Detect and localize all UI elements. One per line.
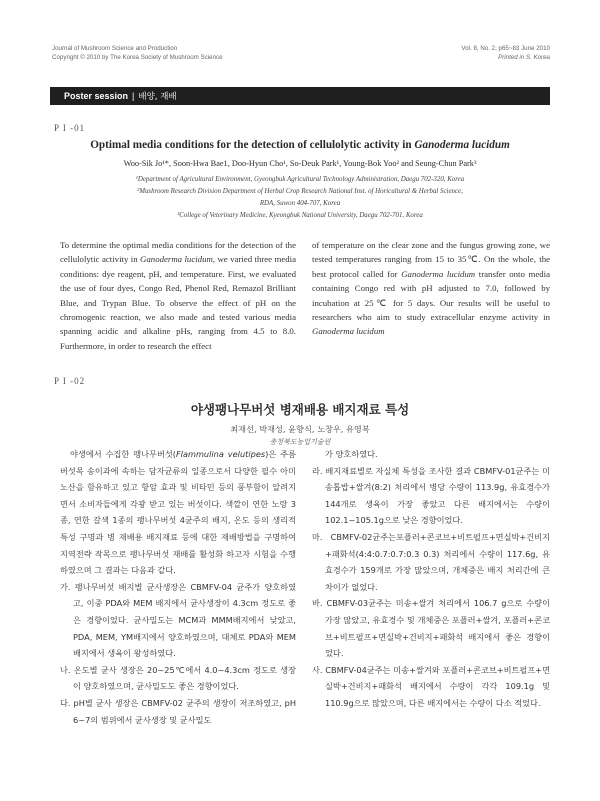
result-item: 마. CBMFV-02균주는포플러+콘코브+비트펄프+면실박+건비지+패화석(4:4:0.7:0.7:0.3 0.3) 처리에서 수량이 117.6g, 유효경수가 159개로 가장 많았으며, 개체중은 배지 처리간에 큰 차이가 없었다. (312, 531, 550, 592)
species-name: Ganoderma lucidum (312, 326, 385, 337)
title-text: Optimal media conditions for the detection of cellulolytic activity in (90, 139, 415, 151)
affiliation-3: ³College of Veterinary Medicine, Kyeongbuk National University, Daegu 702-701, Korea (177, 212, 423, 219)
banner-topic: 배양, 재배 (138, 92, 177, 102)
journal-header (52, 44, 223, 62)
section-banner (50, 87, 550, 105)
result-item: 가. 팽나무버섯 배지별 균사생장은 CBMFV-04 균주가 양호하였고, 이중 PDA와 MEM 배지에서 균사생장이 4.3cm 정도로 좋은 경향이었다. 균사밀도는 MCM과 MMM배지에서 낮았고, PDA, MEM, YM배지에서 양호하였으며, 대체로 PDA와 MEM배지에서 생육이 왕성하였다. (60, 581, 296, 659)
banner-label: Poster session (64, 91, 129, 101)
abstract-title-2: 야생팽나무버섯 병재배용 배지재료 특성 (190, 402, 410, 417)
abstract-2-col-left (60, 446, 296, 728)
authors-1: Woo-Sik Jo¹*, Soon-Hwa Bae1, Doo-Hyun Cho¹, So-Deuk Park¹, Young-Bok Yoo² and Seung-Chun Park³ (123, 159, 477, 168)
abstract-number-2: P I -02 (54, 376, 86, 386)
abstract-1-col-right (312, 238, 550, 339)
affiliation-2: ²Mushroom Research Division Department of Herbal Crop Research National Inst. of Horicultural & Herbal Science, (137, 188, 463, 195)
result-item: 바. CBMFV-03균주는 미송+쌀겨 처리에서 106.7 g으로 수량이 가장 많았고, 유효경수 및 개체중은 포플러+쌀겨, 포플러+콘코브+비트펄프+면실박+건비지+패화석 배지에서 좋은 경향이었다. (312, 598, 550, 659)
result-item: 라. 배지재료별로 자실체 특성을 조사한 결과 CBMFV-01균주는 미송톱밥+쌀겨(8:2) 처리에서 병당 수량이 113.9g, 유효경수가 144개로 생육이 가장 좋았고 다른 배지에서는 수량이 102.1~105.1g으로 낮은 경향이었다. (312, 465, 550, 526)
copyright: Copyright © 2010 by The Korea Society of Mushroom Science (52, 54, 223, 61)
body-text: transfer onto media containing Congo red with pH adjusted to 7.0, followed by incubation at 25℃ for 5 days. Our results will be useful to researchers who aim to study extracellular enzyme activity in (312, 268, 550, 323)
intro-paragraph: 야생에서 수집한 팽나무버섯(Flammulina velutipes)은 주름버섯목 송이과에 속하는 담자균류의 일종으로서 다양한 필수 아미노산을 함유하고 있고 항암 효과 및 비타민 등의 풍부함이 알려지면서 소비자들에게 각광 받고 있는 버섯이다. 색깔이 연한 노랑 3종, 연한 갈색 1종의 팽나무버섯 4균주의 배지, 온도 등의 생리적 특성 구명과 병 재배용 배지재료 등에 대한 재배방법을 구명하여 지역전략 작목으로 팽나무버섯 재배를 활성화 하고자 시험을 수행하였으며 그 결과는 다음과 같다. (60, 449, 296, 576)
issue-info (461, 44, 550, 62)
species-name: Ganoderma lucidum (140, 254, 213, 265)
result-item: 다. pH별 균사 생장은 CBMFV-02 균주의 생장이 저조하였고, pH 6~7의 범위에서 균사생장 및 균사밀도 (60, 697, 296, 725)
result-item: 사. CBMFV-04균주는 미송+쌀겨와 포플러+콘코브+비트펄프+면실박+건비지+패화석 배지에서 수량이 각각 109.1g 및 110.9g으로 많았으며, 다른 배지에서는 수량이 다소 적었다. (312, 664, 550, 708)
affiliation-1: ¹Department of Agricultural Environment, Gyeongbuk Agricultural Technology Administration, Daegu 702-320, Korea (135, 176, 465, 183)
species-name: Flammulina velutipes (175, 449, 266, 459)
printed-in: Printed in S. Korea (498, 54, 550, 61)
body-text: To determine the optimal media conditions for the detection of the cellulolytic activity in (60, 240, 296, 265)
result-item: 나. 온도별 균사 생장은 20~25℃에서 4.0~4.3cm 정도로 생장이 양호하였으며, 균사밀도도 좋은 경향이었다. (60, 664, 296, 692)
abstract-title-1 (50, 139, 550, 151)
body-text: , we varied three media conditions: dye reagent, pH, and temperature. First, we evaluated the use of four dyes, Congo Red, Phenol Red, Remazol Brilliant Blue, and Trypan Blue. To observe the effect of pH on the chromogenic reaction, we also made and tested various media spanning acidic and alkaline pHs, ranging from 4.5 to 8.0. Furthermore, in order to research the effect (60, 254, 296, 351)
banner-separator: | (132, 91, 135, 101)
species-name: Ganoderma lucidum (401, 268, 476, 279)
abstract-1-col-left (60, 238, 296, 353)
title-species: Ganoderma lucidum (414, 139, 510, 151)
continued-text: 가 양호하였다. (325, 449, 378, 459)
abstract-2-col-right (312, 446, 550, 712)
affiliation-2-cont: RDA, Suwon 404-707, Korea (259, 200, 341, 207)
volume-info: Vol. 8, No. 2, p65~83 June 2010 (461, 45, 550, 52)
journal-name: Journal of Mushroom Science and Production (52, 45, 178, 52)
body-text: of temperature on the clear zone and the fungus growing zone, we tested temperatures ranging from 15 to 35℃. On the whole, the best protocol called for (312, 240, 550, 279)
authors-2: 최재선, 박재성, 윤향식, 노창우, 유영복 (230, 424, 370, 434)
abstract-number-1: P I -01 (54, 123, 86, 133)
affiliation-korean: 충청북도농업기술원 (269, 438, 331, 446)
